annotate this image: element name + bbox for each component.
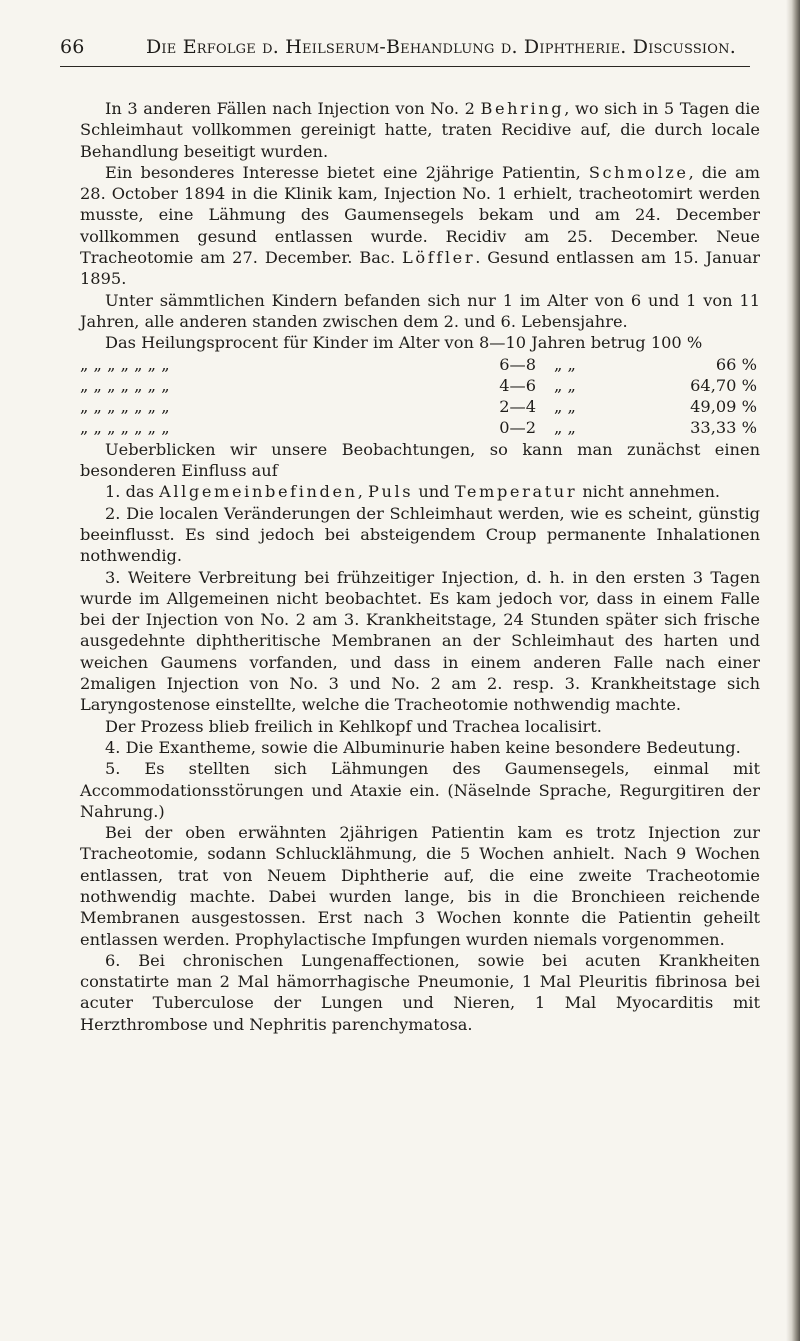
paragraph-recidive: In 3 anderen Fällen nach Injection von No. 2 Behring, wo sich in 5 Tagen die Schleimhaut vollkommen gereinigt hatte, traten Recidive auf, die durch locale Behandlung beseitigt wurden. <box>80 99 760 161</box>
age-range: 2—4 <box>499 397 536 417</box>
author-name-loeffler: Löffler <box>402 248 476 268</box>
ditto-marks-mid: „ „ <box>554 354 576 374</box>
ditto-marks-mid: „ „ <box>554 375 576 395</box>
spaced-term: Temperatur <box>454 482 578 502</box>
author-name-behring: Behring <box>480 99 565 118</box>
body-text <box>80 98 760 1035</box>
page-number: 66 <box>60 36 85 58</box>
ditto-marks: „ „ „ „ „ „ „ <box>80 375 170 395</box>
age-range: 4—6 <box>499 375 536 395</box>
healing-rate-table <box>80 354 760 439</box>
point-5: 5. Es stellten sich Lähmungen des Gaumensegels, einmal mit Accommodationsstörungen und Ataxie ein. (Näselnde Sprache, Regurgitiren der Nahrung.) <box>80 759 760 821</box>
ditto-marks: „ „ „ „ „ „ „ <box>80 397 170 417</box>
table-row <box>80 354 760 375</box>
table-row <box>80 417 760 438</box>
point-3: 3. Weitere Verbreitung bei frühzeitiger Injection, d. h. in den ersten 3 Tagen wurde im Allgemeinen nicht beobachtet. Es kam jedoch vor, dass in einem Falle bei der Injection von No. 2 am 3. Krankheitstage, 24 Stunden später sich frische ausgedehnte diphtheritische Membranen an der Schleimhaut des harten und weichen Gaumens vorfanden, und dass in einem anderen Falle nach einer 2maligen Injection von No. 3 und No. 2 am 2. resp. 3. Krankheitstage sich Laryngostenose einstellte, welche die Tracheotomie nothwendig machte. <box>80 567 760 715</box>
healing-percent: 66 % <box>715 354 757 374</box>
healing-percent: 33,33 % <box>690 418 757 438</box>
running-title: Die Erfolge d. Heilserum-Behandlung d. Diphtherie. Discussion. <box>146 36 736 58</box>
page-edge-shadow <box>786 0 800 1341</box>
spaced-term: Puls <box>367 482 414 502</box>
paragraph-overview: Ueberblicken wir unsere Beobachtungen, so kann man zunächst einen besonderen Einfluss auf <box>80 439 760 481</box>
point-6: 6. Bei chronischen Lungenaffectionen, sowie bei acuten Krankheiten constatirte man 2 Mal hämorrhagische Pneumonie, 1 Mal Pleuritis fibrinosa bei acuter Tuberculose der Lungen und Nieren, 1 Mal Myocarditis mit Herzthrombose und Nephritis parenchymatosa. <box>80 950 760 1034</box>
paragraph-case-schmolze: Ein besonderes Interesse bietet eine 2jährige Patientin, Schmolze, die am 28. October 1894 in die Klinik kam, Injection No. 1 erhielt, tracheotomirt werden musste, eine Lähmung des Gaumensegels bekam und am 24. December vollkommen gesund entlassen wurde. Recidiv am 25. December. Neue Tracheotomie am 27. December. Bac. Löffler. Gesund entlassen am 15. Januar 1895. <box>80 162 760 289</box>
healing-percent: 64,70 % <box>690 375 757 395</box>
ditto-marks-mid: „ „ <box>554 418 576 438</box>
point-1: 1. das Allgemeinbefinden, Puls und Temperatur nicht annehmen. <box>105 482 721 502</box>
ditto-marks: „ „ „ „ „ „ „ <box>80 418 170 438</box>
rates-intro: Das Heilungsprocent für Kinder im Alter von 8—10 Jahren betrug 100 % <box>105 333 703 353</box>
running-header <box>60 32 750 67</box>
table-row <box>80 375 760 396</box>
point-4: 4. Die Exantheme, sowie die Albuminurie haben keine besondere Bedeutung. <box>105 737 741 757</box>
spaced-term: Allgemeinbefinden <box>159 482 358 502</box>
paragraph-process: Der Prozess blieb freilich in Kehlkopf und Trachea localisirt. <box>105 716 602 736</box>
ditto-marks-mid: „ „ <box>554 397 576 417</box>
ditto-marks: „ „ „ „ „ „ „ <box>80 354 170 374</box>
table-row <box>80 396 760 417</box>
point-2: 2. Die localen Veränderungen der Schleimhaut werden, wie es scheint, günstig beeinflusst. Es sind jedoch bei absteigendem Croup permanente Inhalationen nothwendig. <box>80 503 760 566</box>
patient-name: Schmolze <box>588 162 689 182</box>
age-range: 6—8 <box>499 354 536 374</box>
paragraph-ages: Unter sämmtlichen Kindern befanden sich nur 1 im Alter von 6 und 1 von 11 Jahren, alle anderen standen zwischen dem 2. und 6. Lebensjahre. <box>80 290 760 331</box>
age-range: 0—2 <box>499 418 536 438</box>
healing-percent: 49,09 % <box>690 397 757 417</box>
paragraph-patient-followup: Bei der oben erwähnten 2jährigen Patientin kam es trotz Injection zur Tracheotomie, sodann Schlucklähmung, die 5 Wochen anhielt. Nach 9 Wochen entlassen, trat von Neuem Diphtherie auf, die eine zweite Tracheotomie nothwendig machte. Dabei wurden lange, bis in die Bronchieen reichende Membranen ausgestossen. Erst nach 3 Wochen konnte die Patientin geheilt entlassen werden. Prophylactische Impfungen wurden niemals vorgenommen. <box>80 823 760 949</box>
